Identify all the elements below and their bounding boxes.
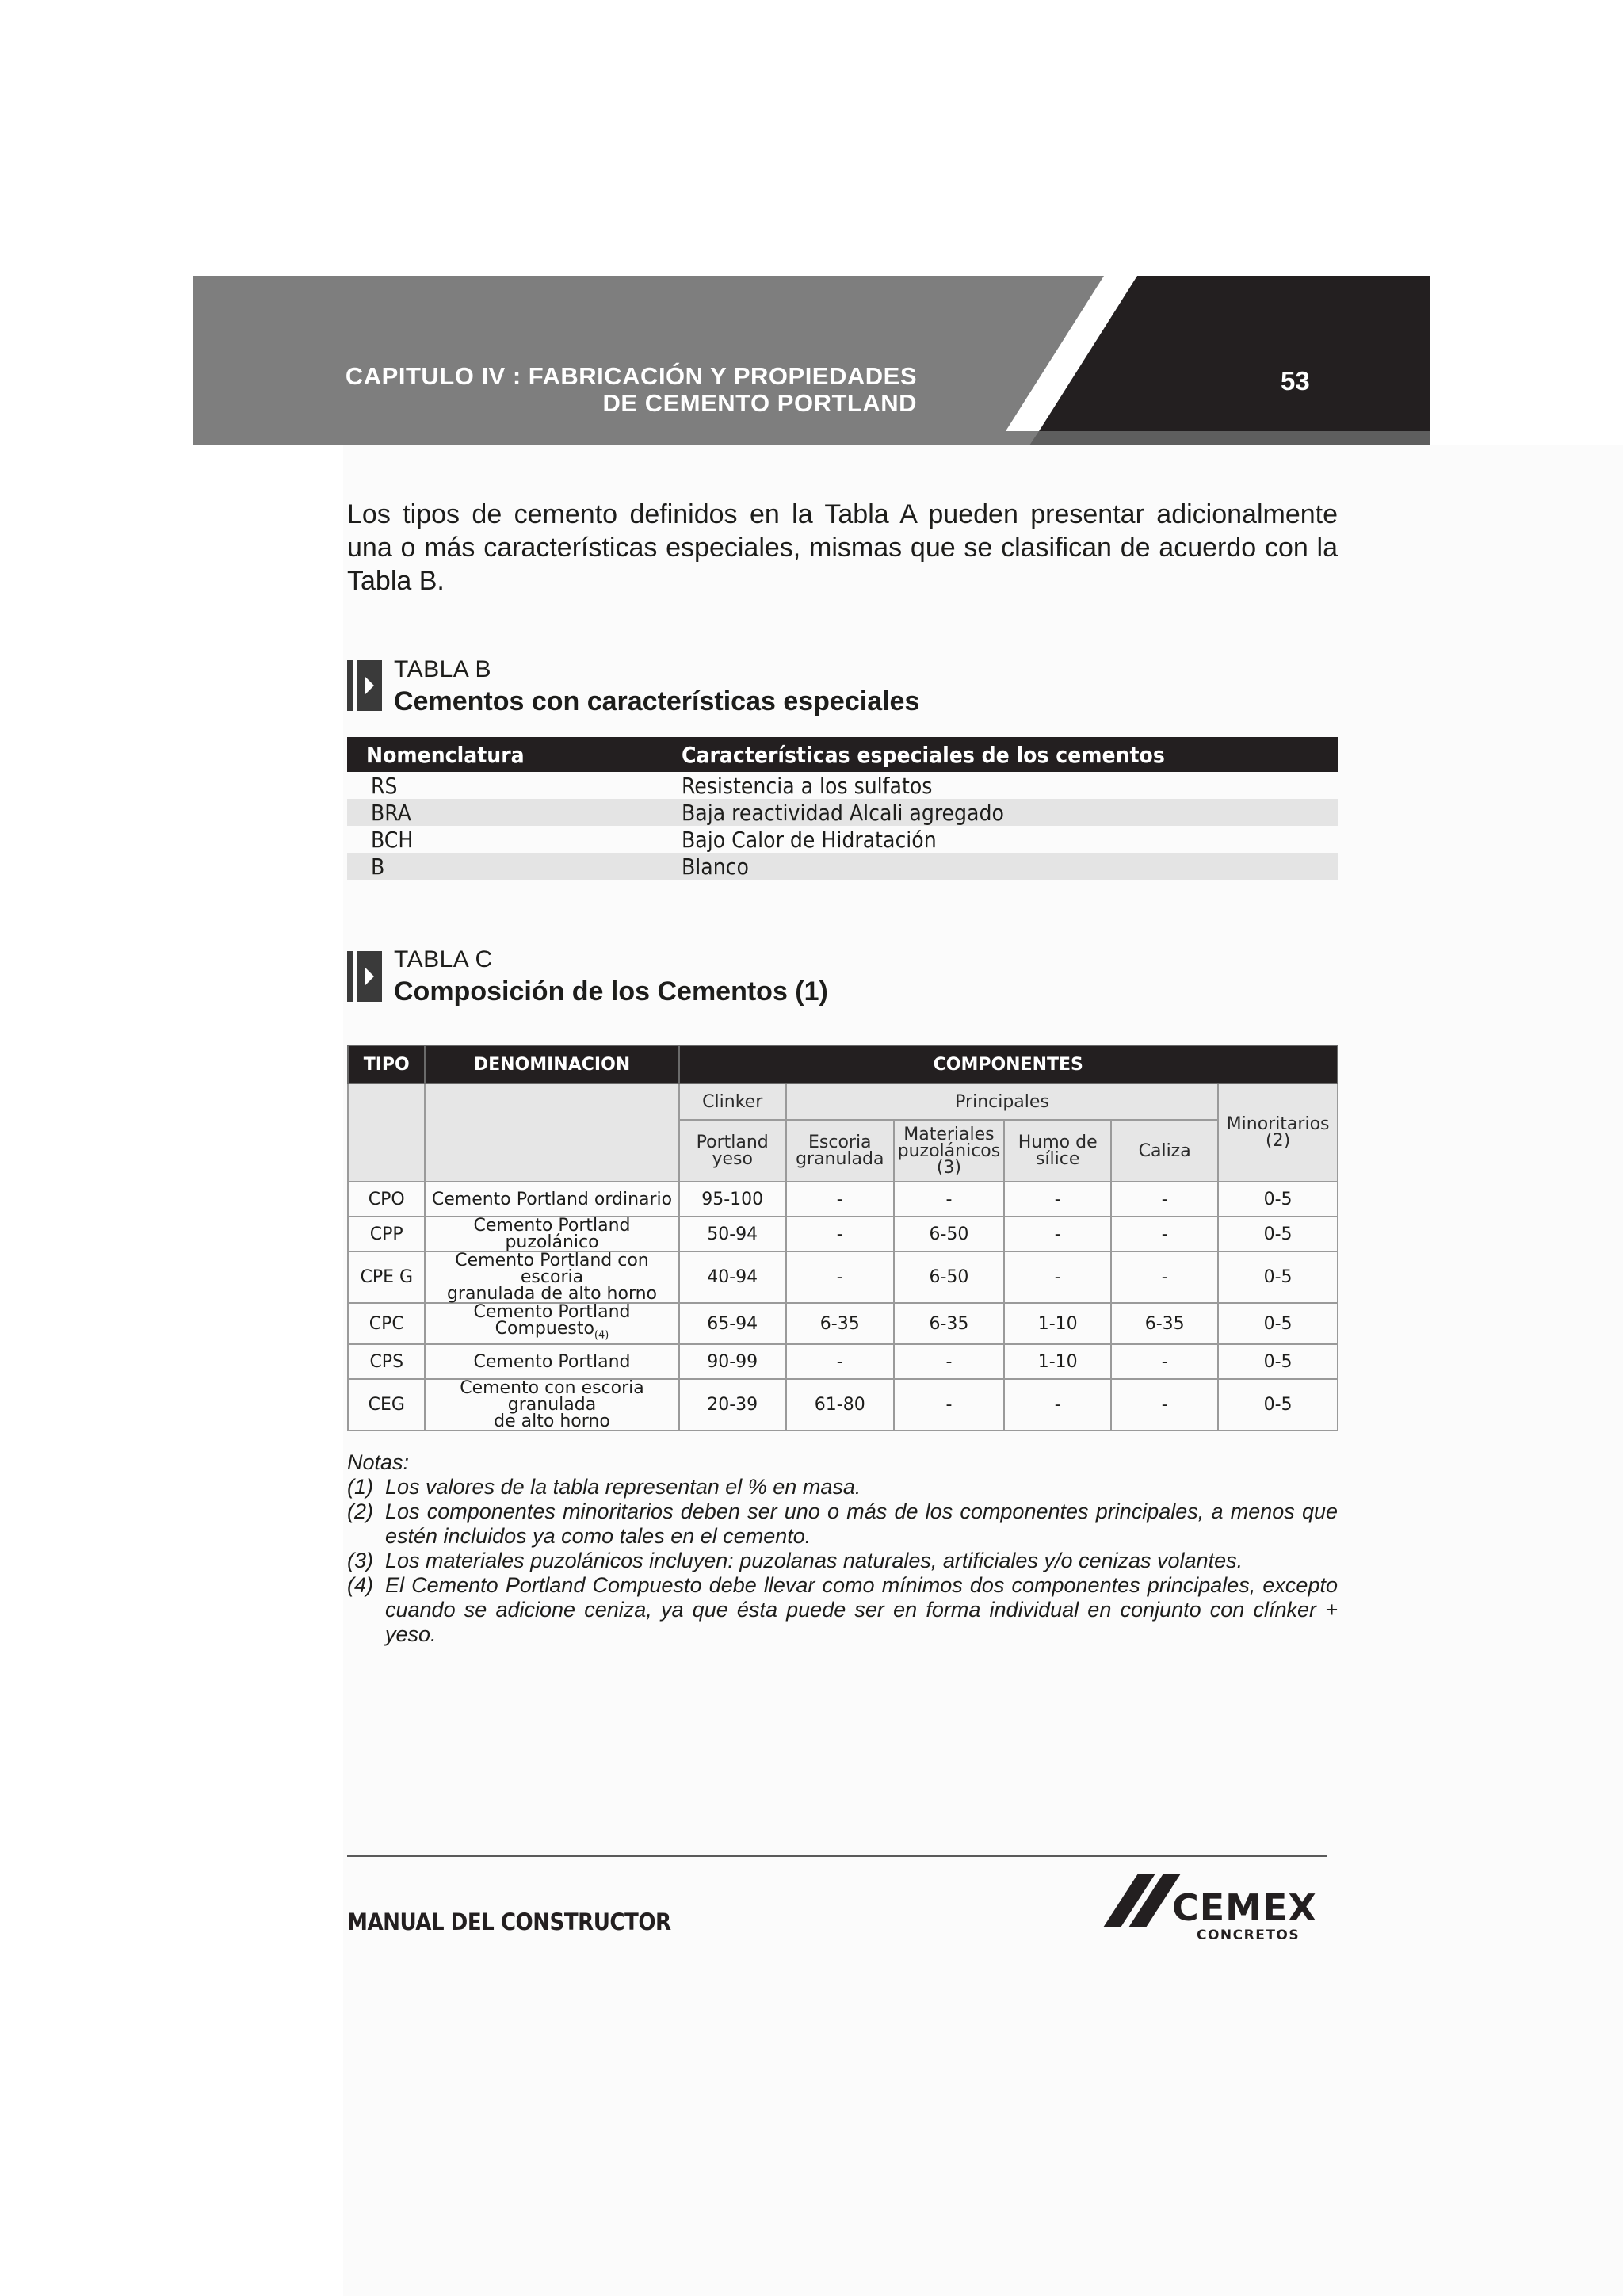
materiales-line3: (3) [936,1157,962,1178]
section-marker-icon [347,660,382,711]
tabla-c-cell-materiales: 6-50 [894,1217,1005,1251]
tabla-c-cell-humo: - [1004,1251,1111,1303]
tabla-b-cell-caracteristica: Bajo Calor de Hidratación [682,826,937,853]
note-item [347,1573,1338,1647]
tabla-c-cell-clinker: 40-94 [679,1251,786,1303]
tabla-c-cell-denominacion [425,1251,678,1303]
note-text: Los componentes minoritarios deben ser uno o más de los componentes principales, a menos que estén incluidos ya como tales en el cemento. [385,1499,1338,1548]
tabla-c-subheader-tipo-blank [348,1083,425,1182]
tabla-b-cell-caracteristica: Baja reactividad Alcali agregado [682,799,1338,826]
table-row [348,1251,1338,1303]
tabla-c-subheader-caliza: Caliza [1111,1120,1218,1182]
tabla-c-cell-clinker: 50-94 [679,1217,786,1251]
chapter-title-line1: CAPITULO IV : FABRICACIÓN Y PROPIEDADES [345,362,917,390]
tabla-c-cell-escoria: 61-80 [786,1379,894,1431]
note-number: (2) [347,1499,373,1523]
tabla-c-subheader-clinker: Clinker [679,1083,786,1120]
tabla-c-cell-denominacion: Cemento Portland ordinario [425,1182,678,1217]
tabla-c-subheader-minoritarios [1218,1083,1338,1182]
minoritarios-line2: (2) [1265,1131,1291,1151]
portland-line1: Portland [696,1133,769,1152]
tabla-c-cell-minoritarios: 0-5 [1218,1303,1338,1344]
tabla-c-cell-humo: - [1004,1182,1111,1217]
tabla-c-cell-escoria: - [786,1217,894,1251]
tabla-b-cell-nomenclatura: BRA [347,799,682,826]
tabla-c-cell-escoria: - [786,1182,894,1217]
tabla-c-cell-tipo: CPO [348,1182,425,1217]
tabla-c-cell-humo: - [1004,1379,1111,1431]
tabla-c-cell-minoritarios: 0-5 [1218,1251,1338,1303]
tabla-c-cell-clinker: 95-100 [679,1182,786,1217]
note-number: (1) [347,1475,373,1499]
tabla-c-cell-humo: 1-10 [1004,1303,1111,1344]
tabla-c-header-row [348,1045,1338,1083]
tabla-c-cell-tipo: CEG [348,1379,425,1431]
tabla-c-cell-minoritarios: 0-5 [1218,1344,1338,1379]
tabla-b-cell-nomenclatura: B [347,853,682,880]
tabla-c-cell-clinker: 65-94 [679,1303,786,1344]
tabla-c-cell-denominacion [425,1379,678,1431]
portland-line2: yeso [712,1149,753,1169]
tabla-c-cell-denominacion: Cemento Portland [425,1344,678,1379]
humo-line1: Humo de [1018,1133,1098,1152]
tabla-c-header-componentes: COMPONENTES [679,1045,1338,1083]
table-row [348,1217,1338,1251]
page-number: 53 [1281,366,1310,395]
chapter-header-banner [193,276,1430,445]
tabla-c-cell-minoritarios: 0-5 [1218,1182,1338,1217]
note-text: Los valores de la tabla representan el % en masa. [385,1475,861,1499]
tabla-c-cell-tipo: CPE G [348,1251,425,1303]
tabla-c-cell-materiales: 6-35 [894,1303,1005,1344]
note-text: El Cemento Portland Compuesto debe llevar como mínimos dos componentes principales, excepto cuando se adicione ceniza, ya que ésta puede ser en forma individual en conjunto con clínker + yeso. [385,1573,1338,1646]
tabla-b-kicker: TABLA B [394,656,492,682]
tabla-c-header-denominacion: DENOMINACION [425,1045,678,1083]
tabla-b-cell-caracteristica: Resistencia a los sulfatos [682,772,933,799]
tabla-c-cell-minoritarios: 0-5 [1218,1217,1338,1251]
table-row [347,799,1338,826]
tabla-c-cell-materiales: 6-50 [894,1251,1005,1303]
table-row [347,826,1338,853]
tabla-c-subheader-denominacion-blank [425,1083,678,1182]
tabla-c-cell-caliza: - [1111,1379,1218,1431]
tabla-c-cell-tipo: CPP [348,1217,425,1251]
header-stripe-graphic [193,276,1430,445]
tabla-b-header-nomenclatura: Nomenclatura [347,737,682,772]
tabla-c-subheader-humo [1004,1120,1111,1182]
tabla-c-cell-clinker: 90-99 [679,1344,786,1379]
footer-divider [347,1855,1327,1857]
tabla-c-cell-humo: 1-10 [1004,1344,1111,1379]
tabla-c-cell-materiales: - [894,1379,1005,1431]
tabla-c-subheader-materiales [894,1120,1005,1182]
escoria-line1: Escoria [808,1133,872,1152]
notes-label: Notas: [347,1450,410,1474]
note-text: Los materiales puzolánicos incluyen: puzolanas naturales, artificiales y/o cenizas volantes. [385,1549,1243,1572]
table-row [347,853,1338,880]
denominacion-line1: Cemento Portland con escoria [455,1251,649,1287]
table-row [348,1303,1338,1344]
tabla-c-header-tipo: TIPO [348,1045,425,1083]
tabla-c-subheader-escoria [786,1120,894,1182]
note-ref-4: (4) [594,1329,609,1342]
table-row [348,1182,1338,1217]
tabla-c-subheader-principales: Principales [786,1083,1218,1120]
cemex-logo-wordmark: CEMEX [1172,1886,1317,1929]
denominacion-line2: granulada de alto horno [446,1284,658,1304]
denominacion-line1: Cemento con escoria granulada [460,1378,644,1415]
chapter-title [346,363,917,417]
materiales-line2: puzolánicos [897,1140,1001,1161]
tabla-c-cell-caliza: - [1111,1182,1218,1217]
tabla-c-cell-materiales: - [894,1344,1005,1379]
intro-paragraph: Los tipos de cemento definidos en la Tabla A pueden presentar adicionalmente una o más características especiales, mismas que se clasifican de acuerdo con la Tabla B. [347,499,1338,596]
table-row [347,772,1338,799]
note-number: (3) [347,1549,373,1572]
tabla-c-cell-denominacion [425,1303,678,1344]
tabla-c-cell-escoria: - [786,1344,894,1379]
materiales-line1: Materiales [903,1124,995,1144]
tabla-c-cell-caliza: - [1111,1344,1218,1379]
note-item [347,1549,1338,1573]
chapter-title-line2: DE CEMENTO PORTLAND [602,389,917,417]
tabla-c-cell-tipo: CPC [348,1303,425,1344]
tabla-c-cell-denominacion: Cemento Portland puzolánico [425,1217,678,1251]
tabla-b-cell-nomenclatura: RS [371,772,398,799]
escoria-line2: granulada [796,1149,884,1169]
tabla-c-cell-escoria: 6-35 [786,1303,894,1344]
tabla-b-header-row [347,737,1338,772]
tabla-c-subheader-portland-yeso [679,1120,786,1182]
tabla-b [347,737,1338,880]
footer-title: MANUAL DEL CONSTRUCTOR [347,1908,671,1935]
table-row [348,1379,1338,1431]
tabla-c-cell-tipo: CPS [348,1344,425,1379]
tabla-c-cell-minoritarios: 0-5 [1218,1379,1338,1431]
tabla-b-header-caracteristicas: Características especiales de los cementos [682,737,1338,772]
table-row [348,1344,1338,1379]
tabla-c-cell-caliza: - [1111,1217,1218,1251]
denominacion-text: Cemento Portland Compuesto [473,1302,631,1339]
tabla-c-cell-caliza: - [1111,1251,1218,1303]
section-marker-icon [347,951,382,1002]
tabla-b-title: Cementos con características especiales [394,686,920,716]
tabla-c [347,1045,1338,1431]
tabla-c-cell-escoria: - [786,1251,894,1303]
tabla-c-subheader-row [348,1083,1338,1120]
notes-block [347,1450,1338,1647]
tabla-c-cell-humo: - [1004,1217,1111,1251]
cemex-logo-subtitle: CONCRETOS [1197,1927,1300,1943]
tabla-c-cell-materiales: - [894,1182,1005,1217]
note-number: (4) [347,1573,373,1597]
tabla-c-kicker: TABLA C [394,946,493,972]
tabla-c-title: Composición de los Cementos (1) [394,976,828,1007]
tabla-c-cell-caliza: 6-35 [1111,1303,1218,1344]
tabla-b-cell-nomenclatura: BCH [371,826,414,853]
note-item [347,1499,1338,1549]
humo-line2: sílice [1035,1149,1080,1169]
tabla-b-cell-caracteristica: Blanco [682,853,1338,880]
denominacion-line2: de alto horno [494,1412,610,1432]
note-item [347,1475,1338,1499]
minoritarios-line1: Minoritarios [1226,1114,1330,1134]
tabla-c-cell-clinker: 20-39 [679,1379,786,1431]
